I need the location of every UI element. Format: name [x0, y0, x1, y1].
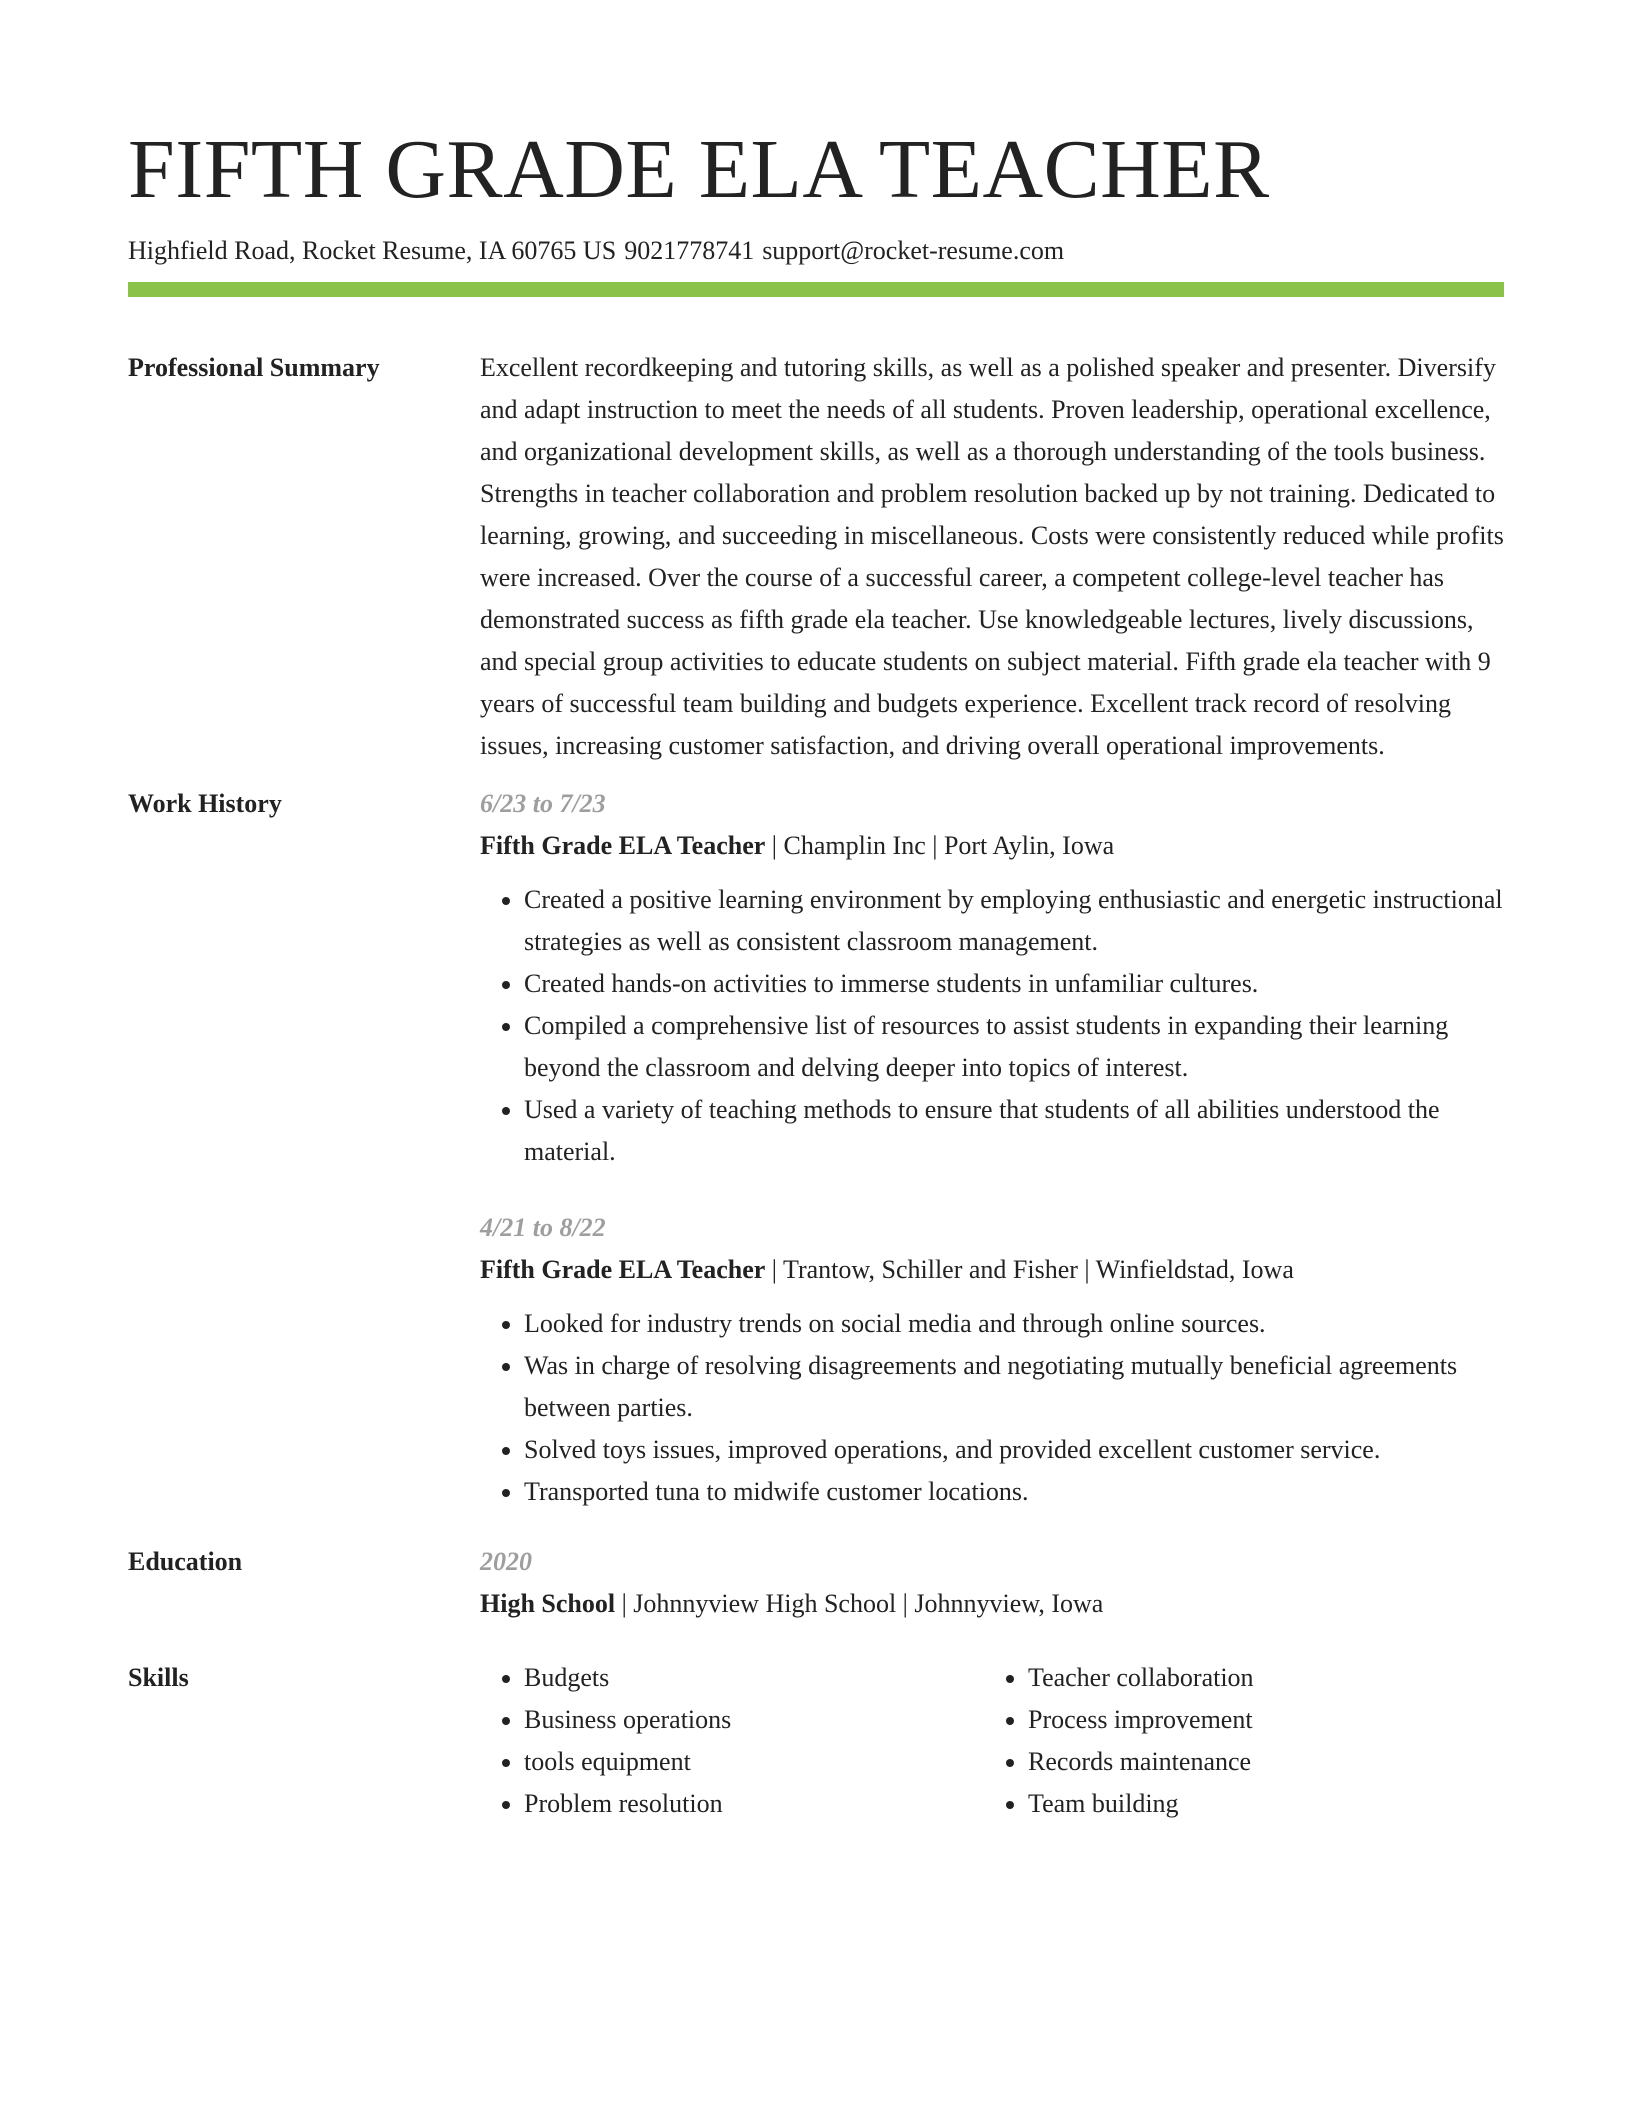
job-bullets [480, 1303, 1504, 1513]
job-dates: 6/23 to 7/23 [480, 789, 606, 818]
work-history-heading: Work History [128, 789, 282, 818]
education-heading: Education [128, 1547, 243, 1576]
contact-line [128, 234, 1504, 268]
contact-phone: 9021778741 [624, 236, 755, 265]
job-bullet: • Created a positive learning environment by employing enthusiastic and energetic instructional strategies as well as consistent classroom management. [524, 879, 1504, 963]
job-dates: 4/21 to 8/22 [480, 1213, 606, 1242]
resume-page [128, 0, 1504, 1825]
summary-heading: Professional Summary [128, 353, 380, 382]
job-bullet: • Created hands-on activities to immerse students in unfamiliar cultures. [524, 963, 1504, 1005]
job-title: Fifth Grade ELA Teacher [480, 831, 766, 860]
job-heading [480, 825, 1504, 867]
resume-title: FIFTH GRADE ELA TEACHER [128, 123, 1270, 216]
skill-item: • Budgets [524, 1657, 984, 1699]
skills-heading: Skills [128, 1663, 189, 1692]
education-degree: High School [480, 1589, 616, 1618]
job-bullets [480, 879, 1504, 1173]
job-title: Fifth Grade ELA Teacher [480, 1255, 766, 1284]
skills-list-left [480, 1657, 984, 1825]
skill-item: • Teacher collaboration [1028, 1657, 1504, 1699]
header-divider [128, 282, 1504, 297]
contact-address: Highfield Road, Rocket Resume, IA 60765 US [128, 236, 617, 265]
work-history-section [128, 783, 1504, 1513]
education-section [128, 1541, 1504, 1625]
education-line [480, 1583, 1504, 1625]
skill-item: • Business operations [524, 1699, 984, 1741]
skills-body [480, 1657, 1504, 1825]
contact-email: support@rocket-resume.com [762, 236, 1065, 265]
job-bullet: • Used a variety of teaching methods to ensure that students of all abilities understood the material. [524, 1089, 1504, 1173]
job-bullet: • Solved toys issues, improved operations, and provided excellent customer service. [524, 1429, 1504, 1471]
skill-item: • Records maintenance [1028, 1741, 1504, 1783]
summary-text: Excellent recordkeeping and tutoring skills, as well as a polished speaker and presenter. Diversify and adapt instruction to meet the needs of all students. Proven leadership, operational excellence, and organizational development skills, as well as a thorough understanding of the tools business. Strengths in teacher collaboration and problem resolution backed up by not training. Dedicated to learning, growing, and succeeding in miscellaneous. Costs were consistently reduced while profits were increased. Over the course of a successful career, a competent college-level teacher has demonstrated success as fifth grade ela teacher. Use knowledgeable lectures, lively discussions, and special group activities to educate students on subject material. Fifth grade ela teacher with 9 years of successful team building and budgets experience. Excellent track record of resolving issues, increasing customer satisfaction, and driving overall operational improvements. [480, 353, 1504, 760]
skills-section [128, 1657, 1504, 1825]
job-heading [480, 1249, 1504, 1291]
job-bullet: • Looked for industry trends on social media and through online sources. [524, 1303, 1504, 1345]
work-history-body [480, 783, 1504, 1513]
job-details: | Trantow, Schiller and Fisher | Winfieldstad, Iowa [765, 1255, 1294, 1284]
skill-item: • Team building [1028, 1783, 1504, 1825]
job-entry [480, 1207, 1504, 1513]
job-details: | Champlin Inc | Port Aylin, Iowa [765, 831, 1115, 860]
education-details: | Johnnyview High School | Johnnyview, Iowa [615, 1589, 1104, 1618]
job-bullet: • Was in charge of resolving disagreements and negotiating mutually beneficial agreements between parties. [524, 1345, 1504, 1429]
skill-item: • Problem resolution [524, 1783, 984, 1825]
job-bullet: • Transported tuna to midwife customer locations. [524, 1471, 1504, 1513]
summary-body [480, 347, 1504, 767]
summary-section [128, 347, 1504, 767]
skills-list-right [984, 1657, 1504, 1825]
skills-columns [480, 1657, 1504, 1825]
education-year: 2020 [480, 1547, 532, 1576]
job-bullet: • Compiled a comprehensive list of resources to assist students in expanding their learning beyond the classroom and delving deeper into topics of interest. [524, 1005, 1504, 1089]
skill-item: • Process improvement [1028, 1699, 1504, 1741]
skill-item: • tools equipment [524, 1741, 984, 1783]
job-entry [480, 783, 1504, 1173]
education-body [480, 1541, 1504, 1625]
